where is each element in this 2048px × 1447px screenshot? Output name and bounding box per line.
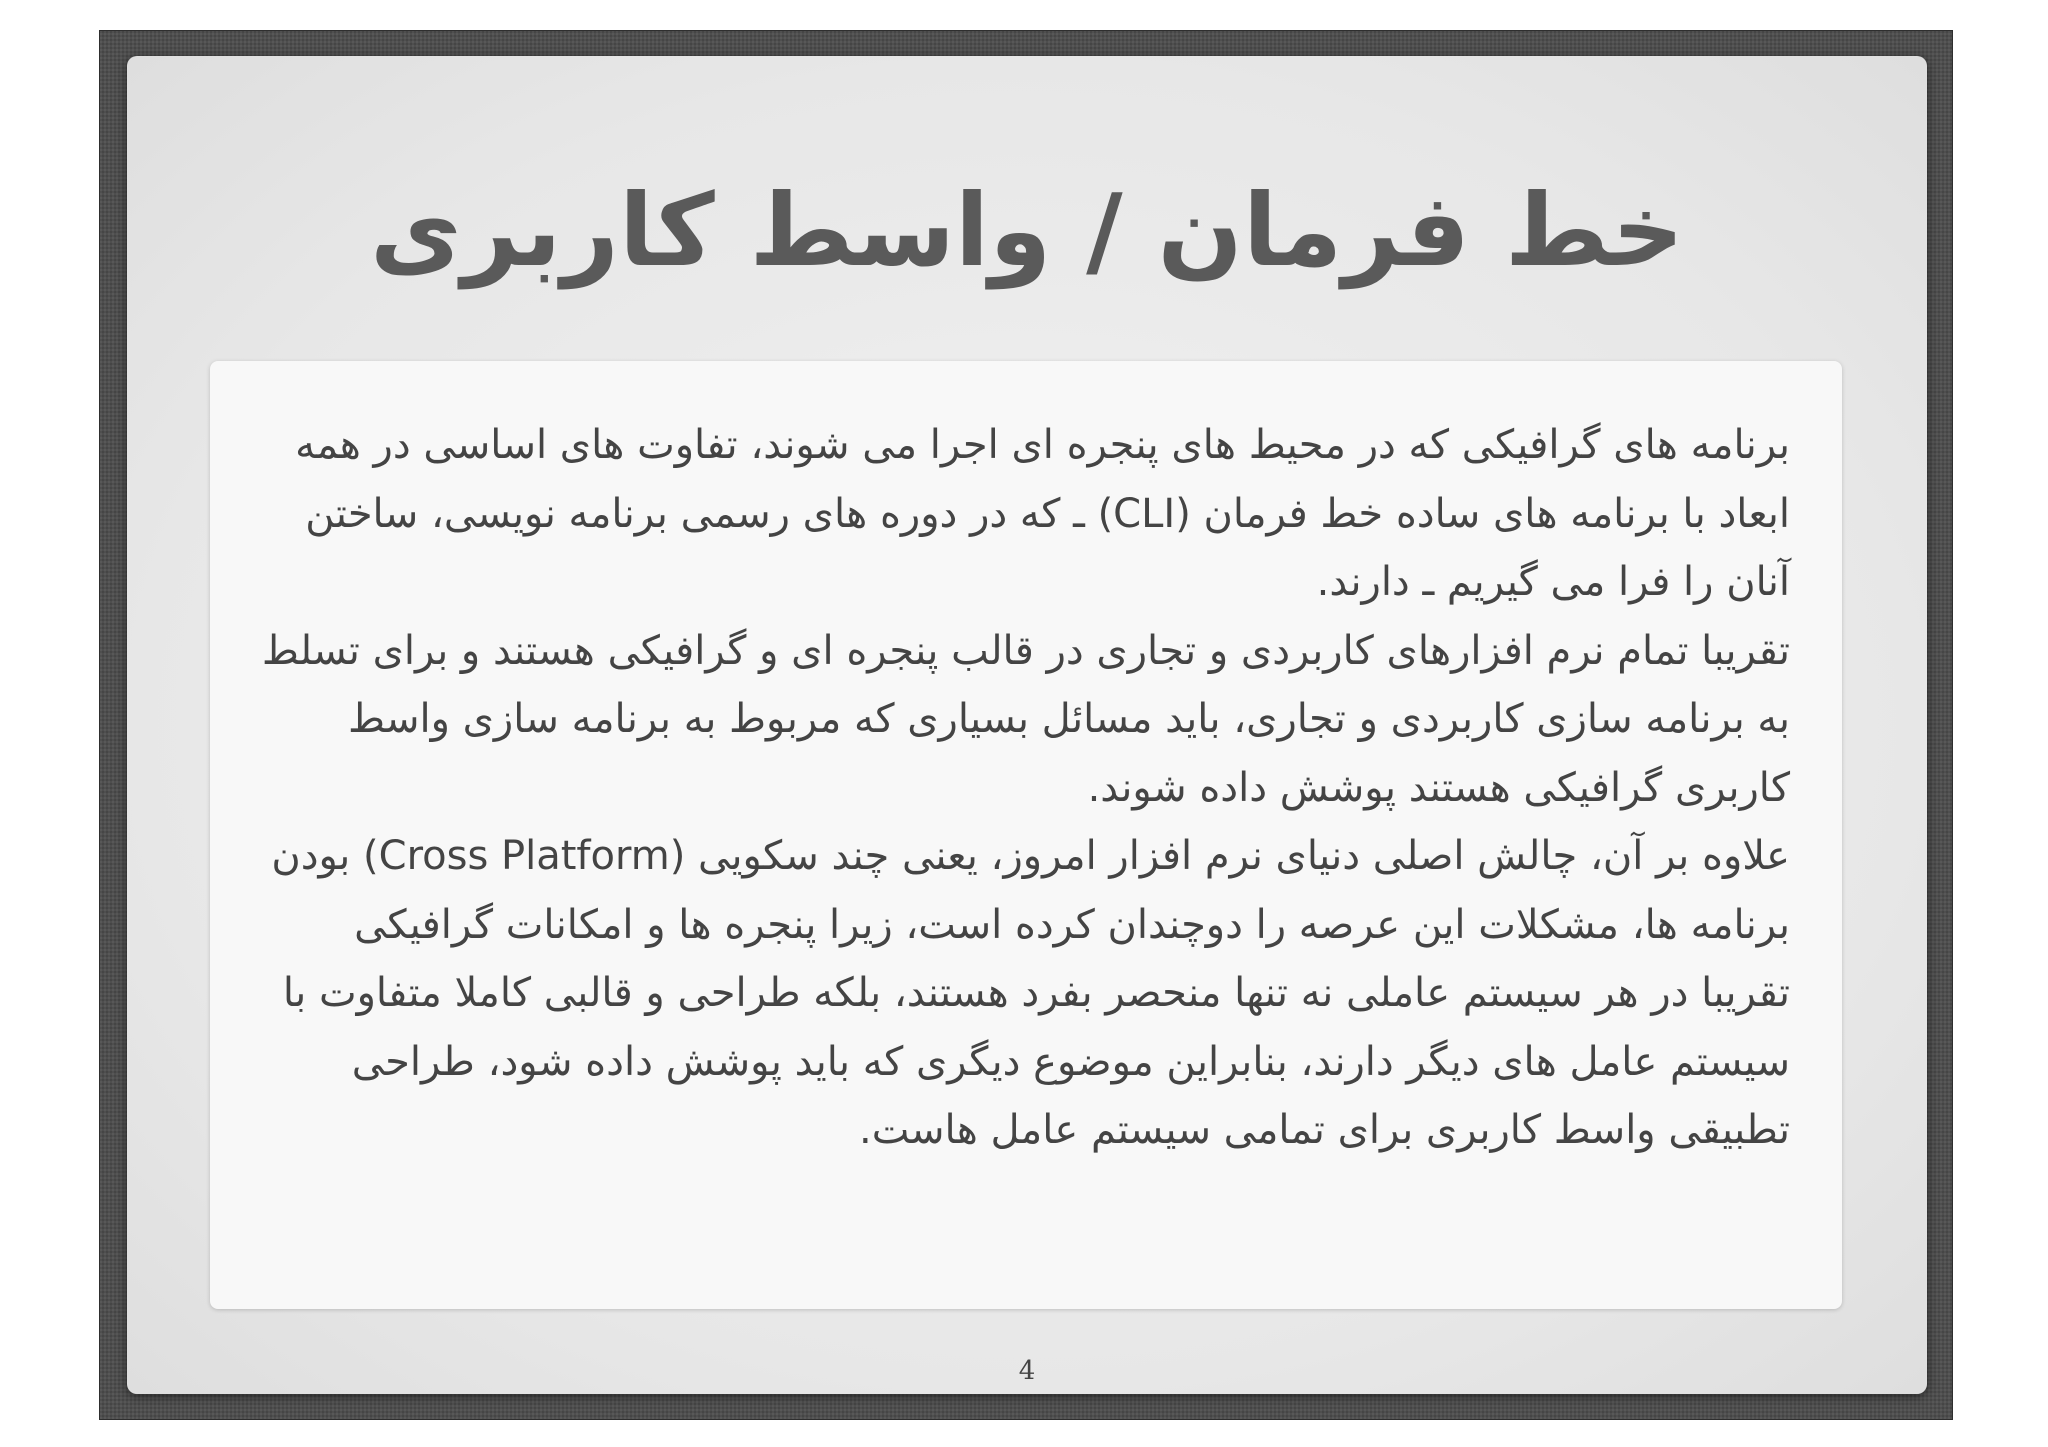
slide-title: خط فرمان / واسط کاربری — [370, 172, 1684, 289]
slide — [127, 56, 1927, 1394]
page-number: 4 — [1018, 1356, 1036, 1386]
slide-frame — [99, 30, 1953, 1420]
body-text — [260, 411, 1790, 1165]
paragraph-1: برنامه های گرافیکی که در محیط های پنجره ای اجرا می شوند، تفاوت های اساسی در همه ابعاد با برنامه های ساده خط فرمان (CLI) ـ که در دوره های رسمی برنامه نویسی، ساختن آنان را فرا می گیریم ـ دارند. — [295, 422, 1790, 605]
paragraph-3: علاوه بر آن، چالش اصلی دنیای نرم افزار امروز، یعنی چند سکویی (Cross Platform) بودن برنامه ها، مشکلات این عرصه را دوچندان کرده است، زیرا پنجره ها و امکانات گرافیکی تقریبا در هر سیستم عاملی نه تنها منحصر بفرد هستند، بلکه طراحی و قالبی کاملا متفاوت با سیستم عامل های دیگر دارند، بنابراین موضوع دیگری که باید پوشش داده شود، طراحی تطبیقی واسط کاربری برای تمامی سیستم عامل هاست. — [271, 833, 1790, 1153]
content-box — [210, 361, 1842, 1309]
paragraph-2: تقریبا تمام نرم افزارهای کاربردی و تجاری در قالب پنجره ای و گرافیکی هستند و برای تسلط به برنامه سازی کاربردی و تجاری، باید مسائل بسیاری که مربوط به برنامه سازی واسط کاربری گرافیکی هستند پوشش داده شوند. — [261, 627, 1790, 811]
